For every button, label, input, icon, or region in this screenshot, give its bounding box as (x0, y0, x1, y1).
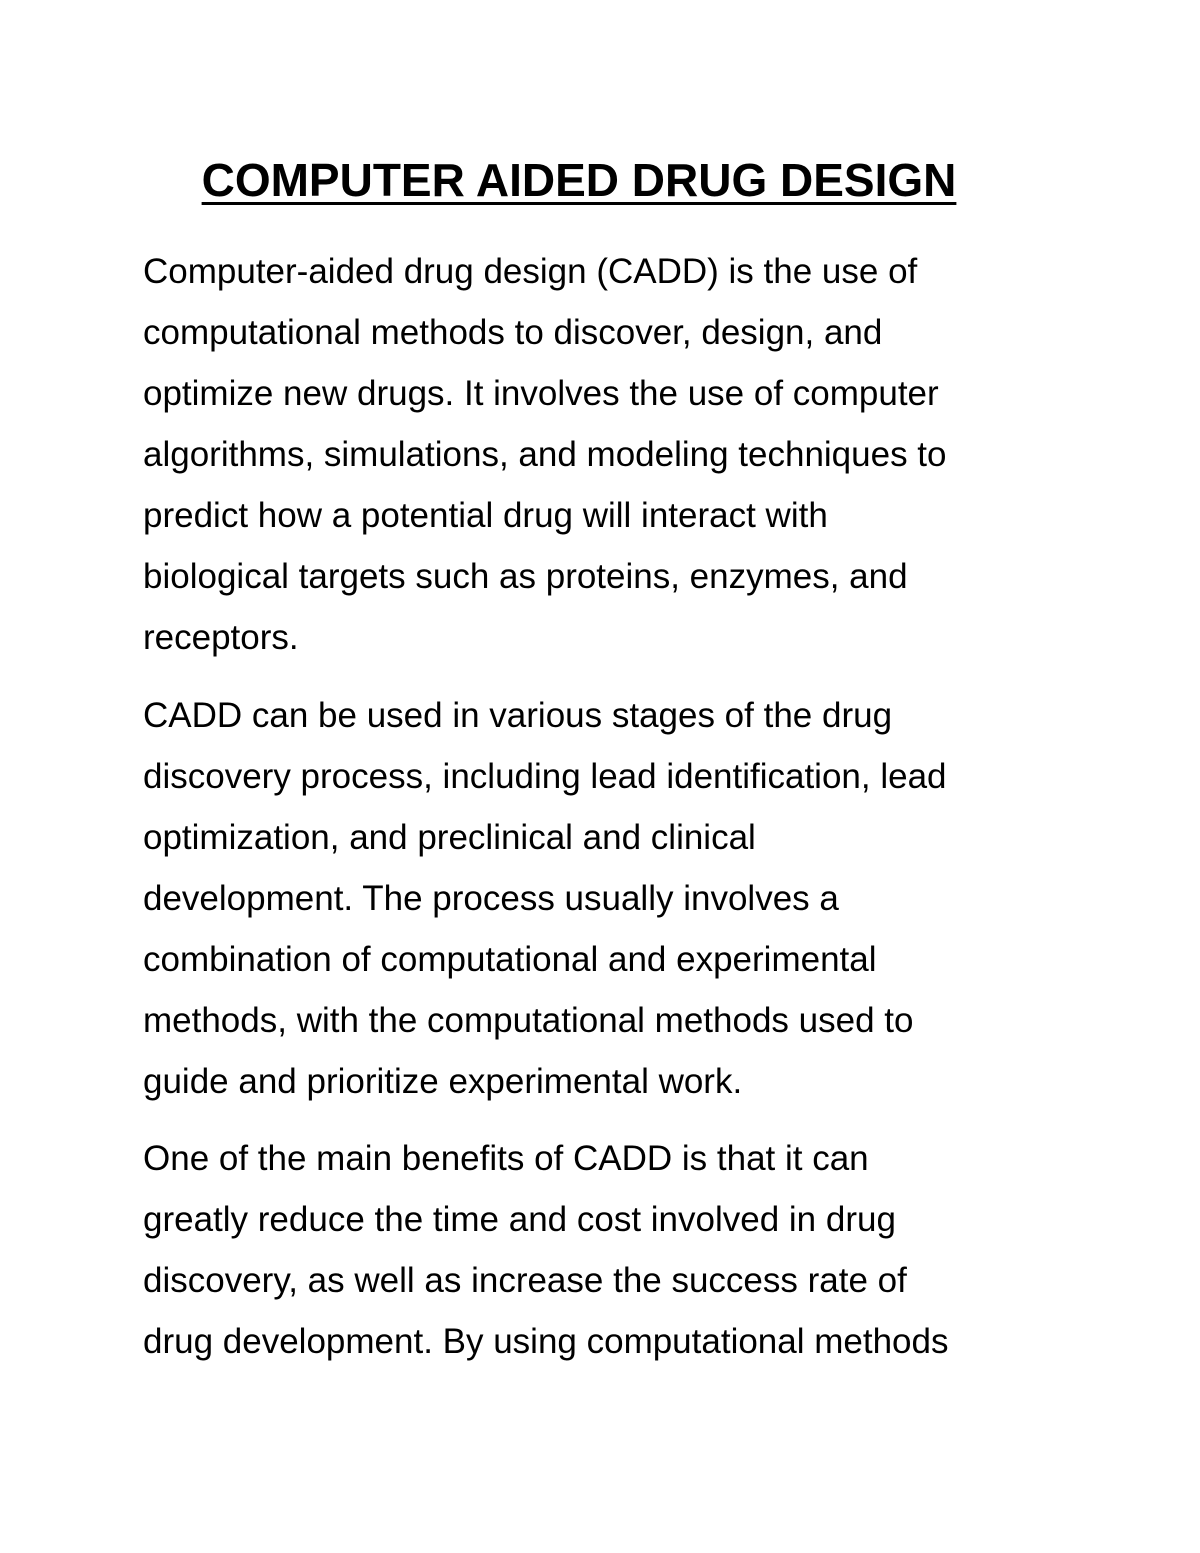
text-line: development. The process usually involves a (143, 879, 839, 918)
text-line: drug development. By using computational methods (143, 1322, 949, 1361)
text-line: discovery, as well as increase the success rate of (143, 1261, 907, 1300)
text-line: predict how a potential drug will interact with (143, 496, 828, 535)
text-line: CADD can be used in various stages of the drug (143, 696, 893, 735)
text-line: greatly reduce the time and cost involved in drug (143, 1200, 896, 1239)
text-line: methods, with the computational methods used to (143, 1001, 914, 1040)
document-title: COMPUTER AIDED DRUG DESIGN (201, 154, 957, 206)
paragraph-1 (143, 241, 1083, 668)
paragraph-3 (143, 1128, 1083, 1372)
text-line: optimization, and preclinical and clinical (143, 818, 756, 857)
paragraph-2 (143, 685, 1083, 1112)
text-line: optimize new drugs. It involves the use of computer (143, 374, 939, 413)
text-line: computational methods to discover, design, and (143, 313, 883, 352)
text-line: Computer-aided drug design (CADD) is the use of (143, 252, 918, 291)
text-line: guide and prioritize experimental work. (143, 1062, 743, 1101)
text-line: biological targets such as proteins, enzymes, and (143, 557, 908, 596)
text-line: combination of computational and experimental (143, 940, 877, 979)
text-line: algorithms, simulations, and modeling techniques to (143, 435, 947, 474)
text-line: discovery process, including lead identification, lead (143, 757, 947, 796)
text-line: One of the main benefits of CADD is that it can (143, 1139, 869, 1178)
text-line: receptors. (143, 618, 299, 657)
